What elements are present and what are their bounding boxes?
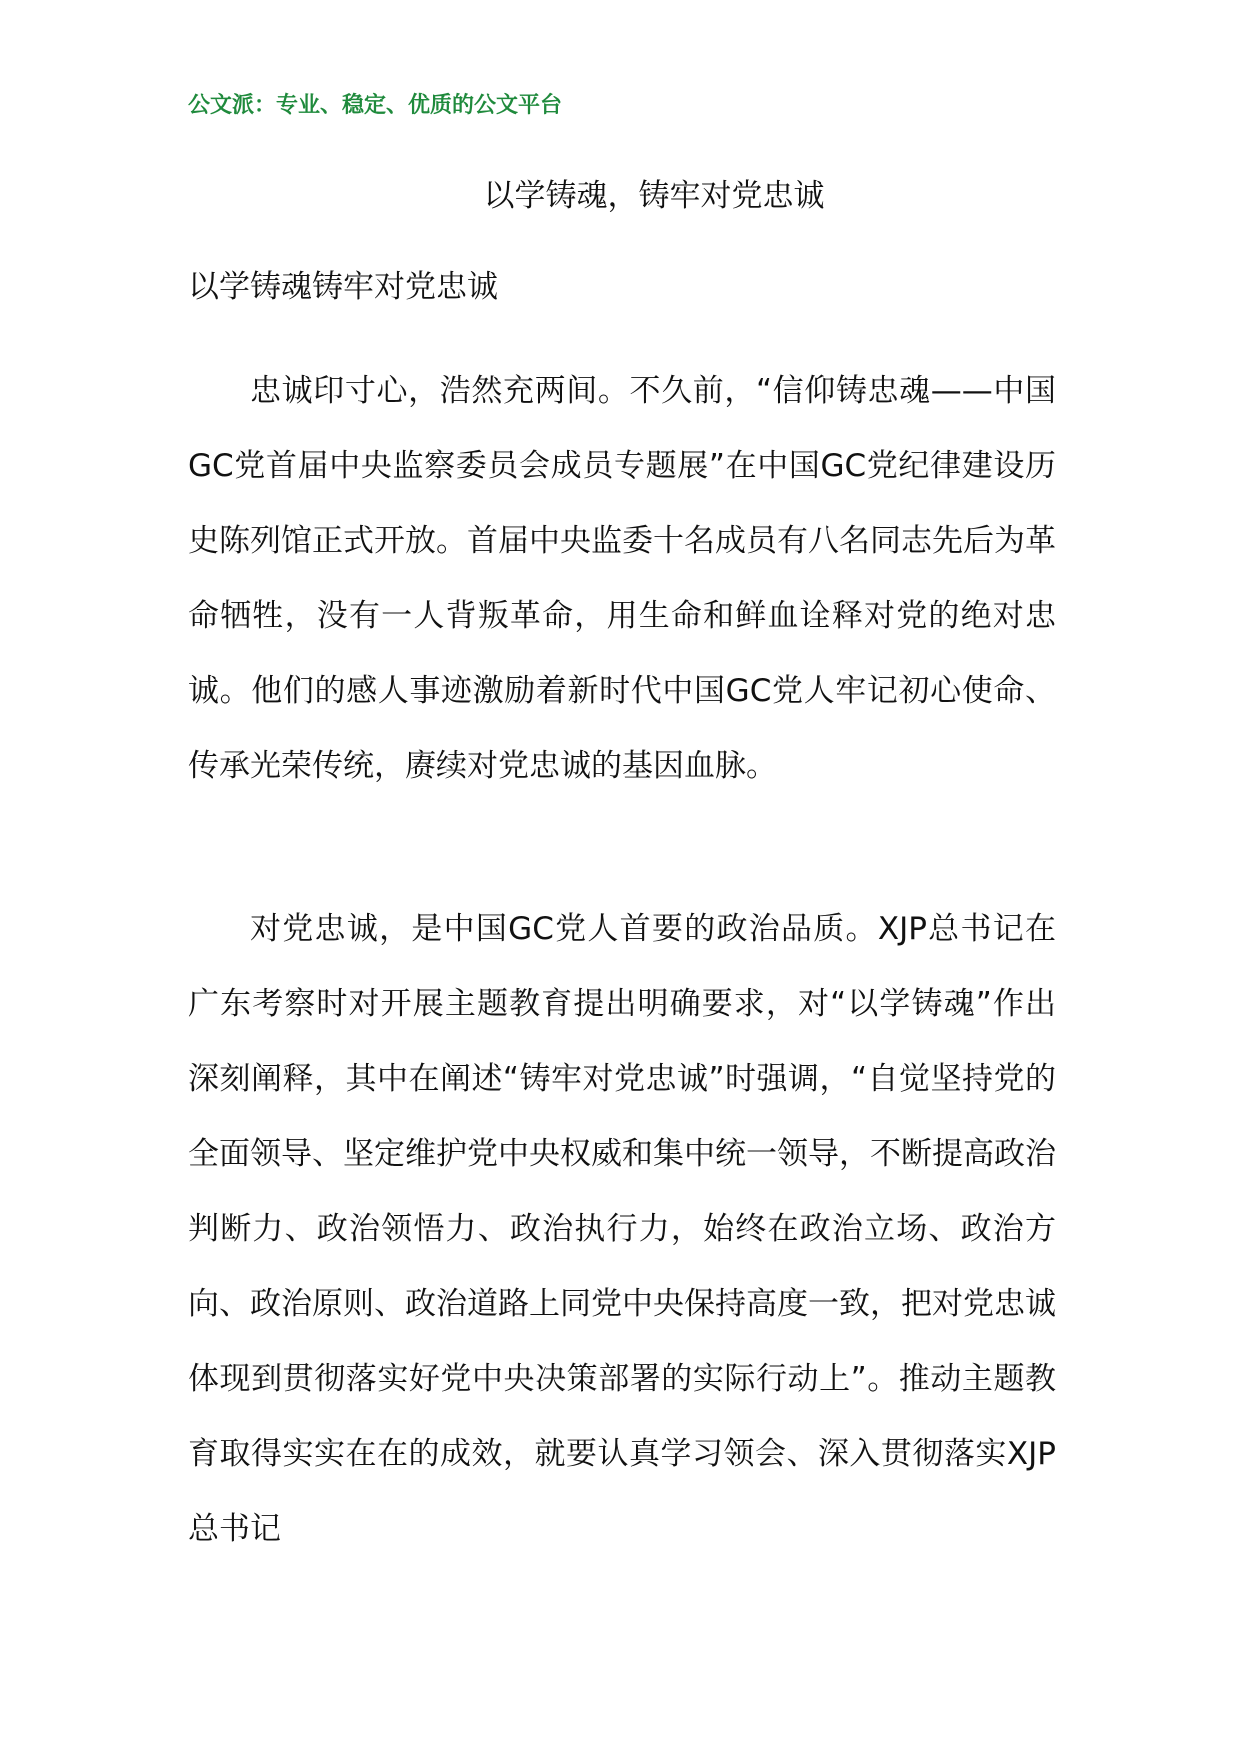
document-subtitle: 以学铸魂铸牢对党忠诚 (188, 269, 498, 305)
body-paragraph: 忠诚印寸心，浩然充两间。不久前，“信仰铸忠魂——中国GC党首届中央监察委员会成员专题展”在中国GC党纪律建设历史陈列馆正式开放。首届中央监委十名成员有八名同志先后为革命牺牲，没有一人背叛革命，用生命和鲜血诠释对党的绝对忠诚。他们的感人事迹激励着新时代中国GC党人牢记初心使命、传承光荣传统，赓续对党忠诚的基因血脉。 (188, 373, 1056, 784)
body-paragraph-2-block (188, 892, 1056, 1567)
header-brand-text: 公文派：专业、稳定、优质的公文平台 (188, 93, 563, 118)
document-title: 以学铸魂，铸牢对党忠诚 (483, 178, 825, 214)
body-paragraph-1-block (188, 354, 1056, 804)
body-paragraph: 对党忠诚，是中国GC党人首要的政治品质。XJP总书记在广东考察时对开展主题教育提出明确要求，对“以学铸魂”作出深刻阐释，其中在阐述“铸牢对党忠诚”时强调，“自觉坚持党的全面领导、坚定维护党中央权威和集中统一领导，不断提高政治判断力、政治领悟力、政治执行力，始终在政治立场、政治方向、政治原则、政治道路上同党中央保持高度一致，把对党忠诚体现到贯彻落实好党中央决策部署的实际行动上”。推动主题教育取得实实在在的成效，就要认真学习领会、深入贯彻落实XJP总书记 (188, 911, 1056, 1547)
